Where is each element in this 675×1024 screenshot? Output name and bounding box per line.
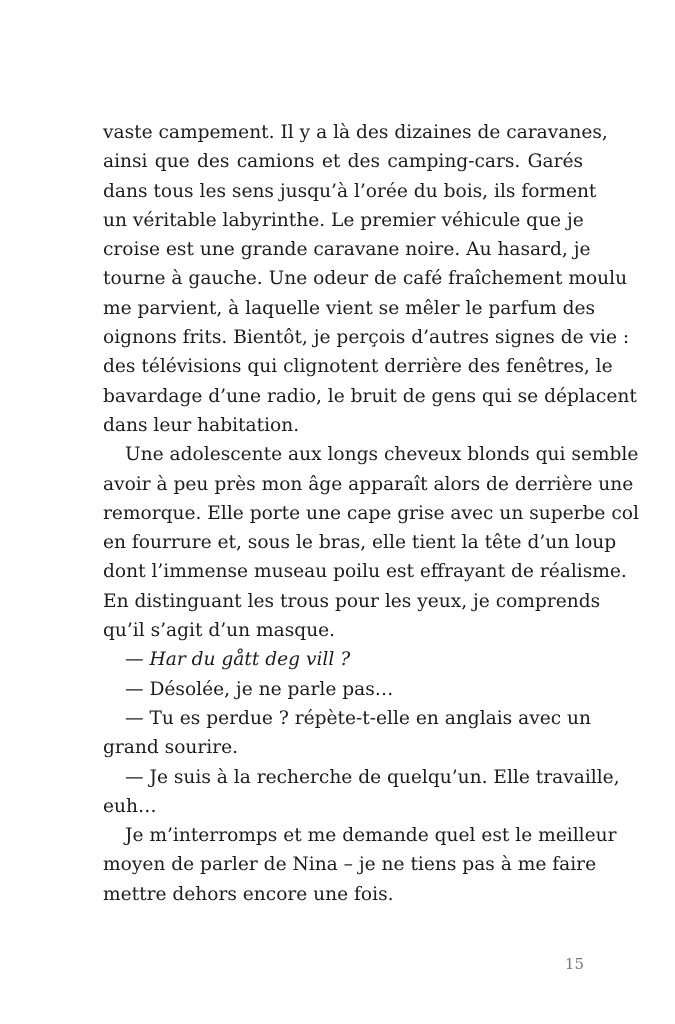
text-line: vaste campement. Il y a là des dizaines de caravanes, [103, 122, 608, 143]
text-line: En distinguant les trous pour les yeux, je comprends [103, 590, 601, 612]
text-line: mettre dehors encore une fois. [103, 883, 394, 905]
text-line: dans leur habitation. [103, 414, 300, 436]
dialogue-line: — Tu es perdue ? répète-t-elle en anglais avec un [125, 707, 591, 729]
text-line: Une adolescente aux longs cheveux blonds qui semble [125, 444, 639, 466]
dialogue-dash: — [125, 649, 144, 671]
text-line: en fourrure et, sous le bras, elle tient la tête d’un loup [103, 532, 617, 554]
text-line: avoir à peu près mon âge apparaît alors de derrière une [103, 473, 634, 495]
norwegian-phrase: Har du gått deg vill ? [149, 649, 351, 671]
text-line: tourne à gauche. Une odeur de café fraîchement moulu [103, 268, 628, 290]
text-line: bavardage d’une radio, le bruit de gens qui se déplacent [103, 385, 637, 407]
text-line: dans tous les sens jusqu’à l’orée du bois, ils forment [103, 180, 597, 202]
dialogue-line: — Désolée, je ne parle pas… [125, 678, 394, 700]
text-line: moyen de parler de Nina – je ne tiens pas à me faire [103, 854, 597, 876]
text-line: me parvient, à laquelle vient se mêler le parfum des [103, 297, 596, 319]
text-line: qu’il s’agit d’un masque. [103, 620, 336, 642]
text-line: un véritable labyrinthe. Le premier véhicule que je [103, 209, 584, 231]
dialogue-line [103, 645, 583, 674]
text-line: euh… [103, 795, 157, 817]
text-line: dont l’immense museau poilu est effrayant de réalisme. [103, 561, 627, 583]
dialogue-line: — Je suis à la recherche de quelqu’un. Elle travaille, [125, 766, 620, 788]
text-line: croise est une grande caravane noire. Au hasard, je [103, 239, 591, 261]
text-line: Je m’interromps et me demande quel est le meilleur [125, 825, 617, 847]
text-line: ainsi que des camions et des camping-cars. Garés [103, 151, 583, 173]
page-number: 15 [564, 955, 584, 973]
text-line: grand sourire. [103, 737, 239, 759]
text-line: oignons frits. Bientôt, je perçois d’autres signes de vie : [103, 327, 630, 349]
text-line: des télévisions qui clignotent derrière des fenêtres, le [103, 356, 613, 378]
body-text [103, 118, 639, 909]
text-line: remorque. Elle porte une cape grise avec un superbe col [103, 502, 639, 524]
